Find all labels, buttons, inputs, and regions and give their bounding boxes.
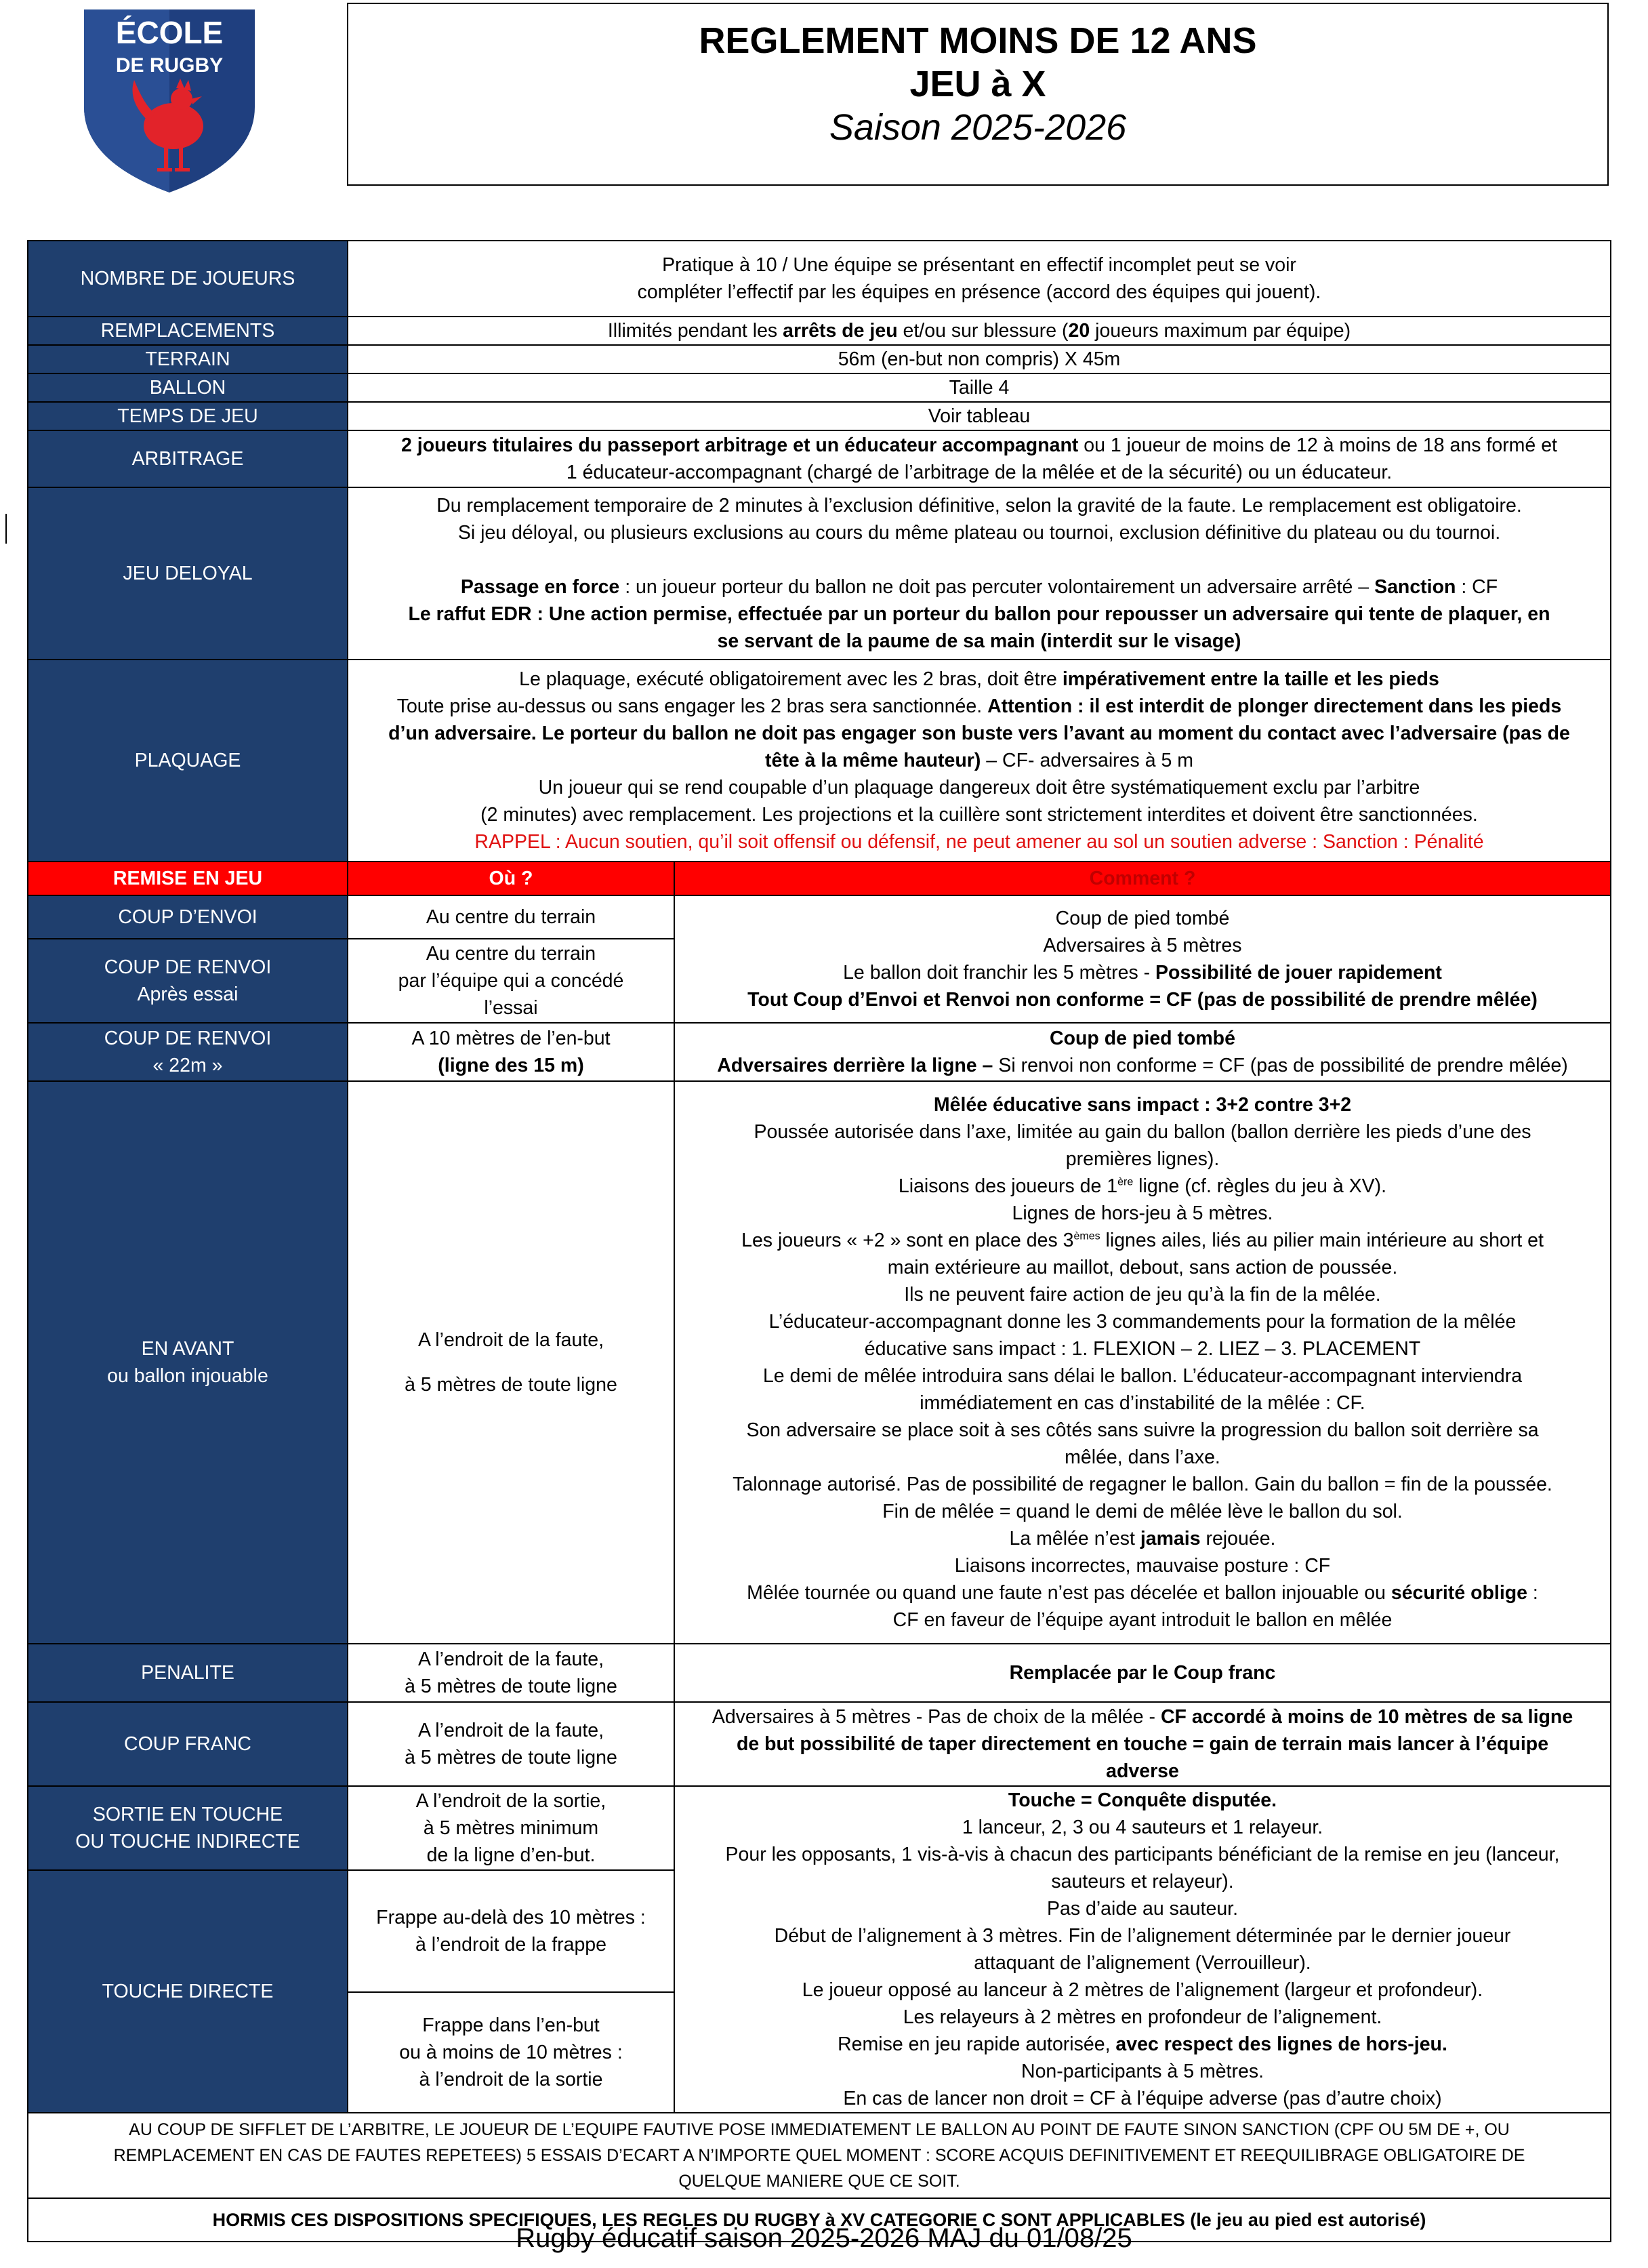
row-coup-franc [28, 1702, 1611, 1786]
label-coup-renvoi-22: COUP DE RENVOI « 22m » [28, 1023, 348, 1081]
ou-penalite: A l’endroit de la faute, à 5 mètres de toute ligne [348, 1644, 674, 1702]
row-coup-renvoi-22 [28, 1023, 1611, 1081]
ou-en-avant: A l’endroit de la faute, à 5 mètres de toute ligne [348, 1081, 674, 1644]
text-arbitrage: 2 joueurs titulaires du passeport arbitrage et un éducateur accompagnant ou 1 joueur de moins de 12 à moins de 18 ans formé et 1 éducateur-accompagnant (chargé de l’arbitrage de la mêlée et de la sécurité) ou un éducateur. [348, 430, 1611, 487]
label-remise-en-jeu: REMISE EN JEU [28, 862, 348, 895]
row-nombre-joueurs [28, 241, 1611, 317]
label-arbitrage: ARBITRAGE [28, 430, 348, 487]
row-temps-de-jeu [28, 402, 1611, 430]
comment-coup-franc: Adversaires à 5 mètres - Pas de choix de la mêlée - CF accordé à moins de 10 mètres de sa ligne de but possibilité de taper directement en touche = gain de terrain mais lancer à l’équipe adverse [674, 1702, 1611, 1786]
ou-coup-renvoi: Au centre du terrain par l’équipe qui a concédé l’essai [348, 939, 674, 1023]
row-ballon [28, 373, 1611, 402]
text-plaquage: Le plaquage, exécuté obligatoirement avec les 2 bras, doit être impérativement entre la taille et les pieds Toute prise au-dessus ou sans engager les 2 bras sera sanctionnée. Attention : il est interdit de plonger directement dans les pieds d’un adversaire. Le porteur du ballon ne doit pas engager son buste vers l’avant au moment du contact avec l’adversaire (pas de tête à la même hauteur) – CF- adversaires à 5 m Un joueur qui se rend coupable d’un plaquage dangereux doit être systématiquement exclu par l’arbitre (2 minutes) avec remplacement. Les projections et la cuillère sont strictement interdites et doivent être sanctionnées. RAPPEL : Aucun soutien, qu’il soit offensif ou défensif, ne peut amener au sol un soutien adverse : Sanction : Pénalité [348, 660, 1611, 862]
row-remise-en-jeu [28, 862, 1611, 895]
label-penalite: PENALITE [28, 1644, 348, 1702]
note-coup-de-sifflet: AU COUP DE SIFFLET DE L’ARBITRE, LE JOUEUR DE L’EQUIPE FAUTIVE POSE IMMEDIATEMENT LE BALLON AU POINT DE FAUTE SINON SANCTION (CPF OU 5M DE +, OU REMPLACEMENT EN CAS DE FAUTES REPETEES) 5 ESSAIS D’ECART A N’IMPORTE QUEL MOMENT : SCORE ACQUIS DEFINITIVEMENT ET REEQUILIBRAGE OBLIGATOIRE DE QUELQUE MANIERE QUE CE SOIT. [28, 2113, 1611, 2198]
label-sortie-en-touche: SORTIE EN TOUCHE OU TOUCHE INDIRECTE [28, 1786, 348, 1870]
rappel-note: RAPPEL : Aucun soutien, qu’il soit offensif ou défensif, ne peut amener au sol un soutien adverse : Sanction : Pénalité [474, 831, 1484, 853]
ecole-de-rugby-logo [80, 5, 259, 194]
row-terrain [28, 345, 1611, 373]
label-terrain: TERRAIN [28, 345, 348, 373]
logo-line2: DE RUGBY [115, 54, 224, 77]
comment-coup-envoi: Coup de pied tombé Adversaires à 5 mètres Le ballon doit franchir les 5 mètres - Possibilité de jouer rapidement Tout Coup d’Envoi et Renvoi non conforme = CF (pas de possibilité de prendre mêlée) [674, 895, 1611, 1023]
label-ballon: BALLON [28, 373, 348, 402]
row-en-avant [28, 1081, 1611, 1644]
label-coup-renvoi: COUP DE RENVOI Après essai [28, 939, 348, 1023]
comment-en-avant: Mêlée éducative sans impact : 3+2 contre 3+2 Poussée autorisée dans l’axe, limitée au gain du ballon (ballon derrière les pieds d’une des premières lignes). Liaisons des joueurs de 1ère ligne (cf. règles du jeu à XV). Lignes de hors-jeu à 5 mètres. Les joueurs « +2 » sont en place des 3èmes lignes ailes, liés au pilier main intérieure au short et main extérieure au maillot, debout, sans action de poussée. Ils ne peuvent faire action de jeu qu’à la fin de la mêlée. L’éducateur-accompagnant donne les 3 commandements pour la formation de la mêlée éducative sans impact : 1. FLEXION – 2. LIEZ – 3. PLACEMENT Le demi de mêlée introduira sans délai le ballon. L’éducateur-accompagnant interviendra immédiatement en cas d’instabilité de la mêlée : CF. Son adversaire se place soit à ses côtés sans suivre la progression du ballon soit derrière sa mêlée, dans l’axe. Talonnage autorisé. Pas de possibilité de regagner le ballon. Gain du ballon = fin de la poussée. Fin de mêlée = quand le demi de mêlée lève le ballon du sol. La mêlée n’est jamais rejouée. Liaisons incorrectes, mauvaise posture : CF Mêlée tournée ou quand une faute n’est pas décelée et ballon injouable ou sécurité oblige : CF en faveur de l’équipe ayant introduit le ballon en mêlée [674, 1081, 1611, 1644]
logo-line1: ÉCOLE [115, 15, 224, 50]
margin-mark [5, 514, 7, 544]
text-ballon: Taille 4 [348, 373, 1611, 402]
row-plaquage [28, 660, 1611, 862]
row-jeu-deloyal [28, 487, 1611, 660]
text-temps-de-jeu: Voir tableau [348, 402, 1611, 430]
row-sortie-en-touche [28, 1786, 1611, 1870]
text-terrain: 56m (en-but non compris) X 45m [348, 345, 1611, 373]
header-comment: Comment ? [674, 862, 1611, 895]
page-subtitle: JEU à X [909, 64, 1046, 104]
ou-touche-directe-1: Frappe au-delà des 10 mètres : à l’endroit de la frappe [348, 1870, 674, 1992]
ou-coup-franc: A l’endroit de la faute, à 5 mètres de toute ligne [348, 1702, 674, 1786]
text-jeu-deloyal: Du remplacement temporaire de 2 minutes à l’exclusion définitive, selon la gravité de la faute. Le remplacement est obligatoire. Si jeu déloyal, ou plusieurs exclusions au cours du même plateau ou tournoi, exclusion définitive du plateau ou du tournoi. Passage en force : un joueur porteur du ballon ne doit pas percuter volontairement un adversaire arrêté – Sanction : CF Le raffut EDR : Une action permise, effectuée par un porteur du ballon pour repousser un adversaire qui tente de plaquer, en se servant de la paume de sa main (interdit sur le visage) [348, 487, 1611, 660]
ou-sortie-en-touche: A l’endroit de la sortie, à 5 mètres minimum de la ligne d’en-but. [348, 1786, 674, 1870]
row-penalite [28, 1644, 1611, 1702]
rules-table [27, 240, 1611, 2242]
label-temps-de-jeu: TEMPS DE JEU [28, 402, 348, 430]
label-nombre-joueurs: NOMBRE DE JOUEURS [28, 241, 348, 317]
row-arbitrage [28, 430, 1611, 487]
ou-coup-renvoi-22: A 10 mètres de l’en-but (ligne des 15 m) [348, 1023, 674, 1081]
row-note [28, 2113, 1611, 2198]
page-title: REGLEMENT MOINS DE 12 ANS [699, 20, 1257, 61]
season-label: Saison 2025-2026 [829, 107, 1127, 148]
ou-coup-envoi: Au centre du terrain [348, 895, 674, 939]
text-nombre-joueurs: Pratique à 10 / Une équipe se présentant en effectif incomplet peut se voir compléter l’effectif par les équipes en présence (accord des équipes qui jouent). [348, 241, 1611, 317]
final-note: HORMIS CES DISPOSITIONS SPECIFIQUES, LES REGLES DU RUGBY à XV CATEGORIE C SONT APPLICABLES (le jeu au pied est autorisé) [28, 2198, 1611, 2242]
row-remplacements [28, 317, 1611, 345]
label-coup-franc: COUP FRANC [28, 1702, 348, 1786]
label-en-avant: EN AVANT ou ballon injouable [28, 1081, 348, 1644]
label-jeu-deloyal: JEU DELOYAL [28, 487, 348, 660]
comment-penalite: Remplacée par le Coup franc [674, 1644, 1611, 1702]
comment-touche: Touche = Conquête disputée. 1 lanceur, 2, 3 ou 4 sauteurs et 1 relayeur. Pour les opposants, 1 vis-à-vis à chacun des participants bénéficiant de la remise en jeu (lanceur, sauteurs et relayeur). Pas d’aide au sauteur. Début de l’alignement à 3 mètres. Fin de l’alignement déterminée par le dernier joueur attaquant de l’alignement (Verrouilleur). Le joueur opposé au lanceur à 2 mètres de l’alignement (largeur et profondeur). Les relayeurs à 2 mètres en profondeur de l’alignement. Remise en jeu rapide autorisée, avec respect des lignes de hors-jeu. Non-participants à 5 mètres. En cas de lancer non droit = CF à l’équipe adverse (pas d’autre choix) [674, 1786, 1611, 2113]
header-ou: Où ? [348, 862, 674, 895]
text-remplacements: Illimités pendant les arrêts de jeu et/ou sur blessure (20 joueurs maximum par équipe) [348, 317, 1611, 345]
title-box [347, 3, 1609, 186]
ou-touche-directe-2: Frappe dans l’en-but ou à moins de 10 mètres : à l’endroit de la sortie [348, 1992, 674, 2113]
page-footer: Rugby éducatif saison 2025-2026 MAJ du 01/08/25 [516, 2223, 1132, 2253]
label-touche-directe: TOUCHE DIRECTE [28, 1870, 348, 2113]
comment-coup-renvoi-22: Coup de pied tombé Adversaires derrière la ligne – Si renvoi non conforme = CF (pas de possibilité de prendre mêlée) [674, 1023, 1611, 1081]
label-coup-envoi: COUP D’ENVOI [28, 895, 348, 939]
label-plaquage: PLAQUAGE [28, 660, 348, 862]
row-coup-envoi [28, 895, 1611, 939]
label-remplacements: REMPLACEMENTS [28, 317, 348, 345]
